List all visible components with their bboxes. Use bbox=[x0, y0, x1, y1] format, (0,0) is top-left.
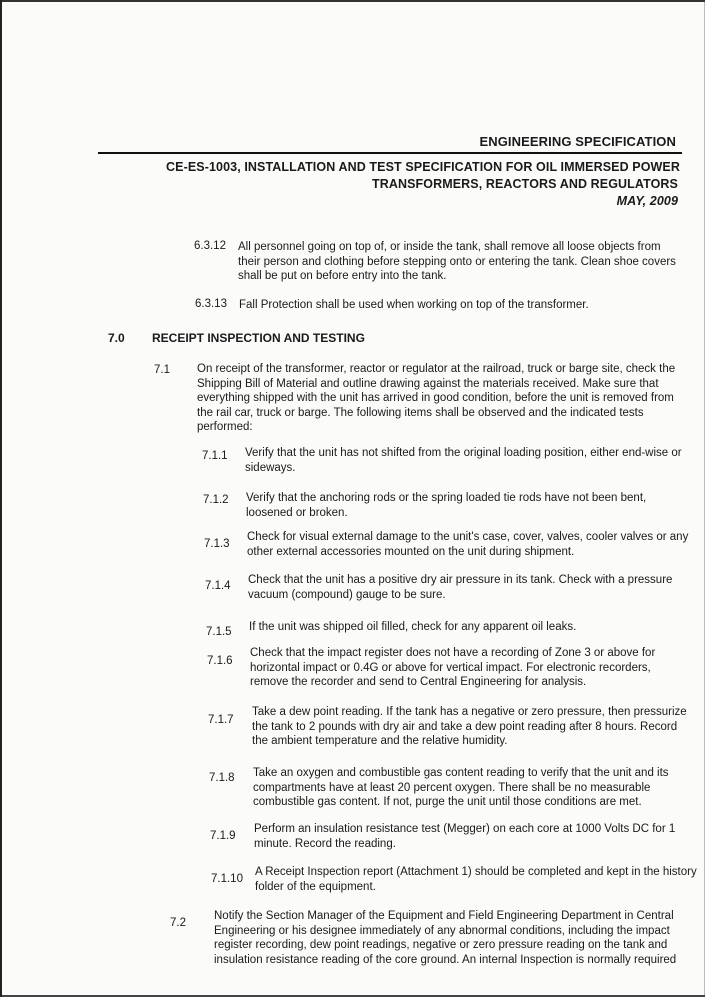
item-number: 7.1.7 bbox=[208, 714, 234, 726]
item-number: 7.1.4 bbox=[205, 580, 231, 592]
item-text: Take a dew point reading. If the tank has a negative or zero pressure, then pressurize the tank to 2 pounds with dry air and take a dew point reading after 8 hours. Record the ambient temperature and the relative humidity. bbox=[252, 706, 687, 748]
item-number: 6.3.13 bbox=[195, 298, 227, 310]
doc-title-line-2: TRANSFORMERS, REACTORS AND REGULATORS bbox=[371, 177, 678, 191]
item-number: 7.1.1 bbox=[202, 450, 228, 462]
item-text: Verify that the anchoring rods or the spring loaded tie rods have not been bent, loosened or broken. bbox=[246, 492, 647, 519]
item-number: 7.1 bbox=[154, 364, 170, 376]
item-text: Check that the impact register does not have a recording of Zone 3 or above for horizontal impact or 0.4G or above for vertical impact. For electronic recorders, remove the recorder and send to Central Engineering for analysis. bbox=[250, 647, 656, 689]
item-number: 6.3.12 bbox=[194, 240, 226, 252]
item-number: 7.2 bbox=[170, 917, 186, 929]
header-rule bbox=[98, 152, 682, 154]
item-number: 7.1.5 bbox=[206, 626, 232, 638]
item-text: Notify the Section Manager of the Equipment and Field Engineering Department in Central Engineering or his designee immediately of any abnormal conditions, including the impact register recording, dew point readings, negative or zero pressure reading on the tank and insulation resistance reading of the core ground. An internal Inspection is normally required bbox=[214, 910, 677, 966]
item-text: Fall Protection shall be used when working on top of the transformer. bbox=[239, 299, 589, 311]
item-number: 7.1.8 bbox=[209, 772, 235, 784]
item-number: 7.1.6 bbox=[207, 655, 233, 667]
doc-title-line-1: CE-ES-1003, INSTALLATION AND TEST SPECIFICATION FOR OIL IMMERSED POWER bbox=[166, 160, 680, 174]
section-number: 7.0 bbox=[108, 331, 125, 345]
item-number: 7.1.3 bbox=[204, 538, 230, 550]
item-number: 7.1.9 bbox=[210, 830, 236, 842]
item-text: Check that the unit has a positive dry air pressure in its tank. Check with a pressure vacuum (compound) gauge to be sure. bbox=[248, 574, 673, 601]
item-text: Check for visual external damage to the unit's case, cover, valves, cooler valves or any other external accessories mounted on the unit during shipment. bbox=[247, 531, 689, 558]
item-text: Verify that the unit has not shifted from the original loading position, either end-wise or sideways. bbox=[245, 447, 682, 474]
doc-date: MAY, 2009 bbox=[616, 194, 678, 208]
item-number: 7.1.10 bbox=[211, 873, 243, 885]
section-title: RECEIPT INSPECTION AND TESTING bbox=[152, 331, 365, 345]
item-text: If the unit was shipped oil filled, check for any apparent oil leaks. bbox=[249, 621, 577, 633]
item-text: Perform an insulation resistance test (Megger) on each core at 1000 Volts DC for 1 minute. Record the reading. bbox=[254, 823, 676, 850]
doc-type-heading: ENGINEERING SPECIFICATION bbox=[479, 134, 676, 149]
scan-edge-top bbox=[2, 0, 705, 2]
item-number: 7.1.2 bbox=[203, 494, 229, 506]
item-text: Take an oxygen and combustible gas content reading to verify that the unit and its compartments have at least 20 percent oxygen. There shall be no measurable combustible gas content. If not, purge the unit until those conditions are met. bbox=[253, 767, 669, 809]
item-text: On receipt of the transformer, reactor or regulator at the railroad, truck or barge site, check the Shipping Bill of Material and outline drawing against the materials received. Make sure that everything shipped with the unit has arrived in good condition, before the unit is removed from the rail car, truck or barge. The following items shall be observed and the indicated tests performed: bbox=[197, 363, 676, 434]
item-text: All personnel going on top of, or inside the tank, shall remove all loose objects from their person and clothing before stepping onto or entering the tank. Clean shoe covers shall be put on before entry into the tank. bbox=[238, 241, 676, 283]
item-text: A Receipt Inspection report (Attachment 1) should be completed and kept in the history folder of the equipment. bbox=[255, 866, 697, 893]
